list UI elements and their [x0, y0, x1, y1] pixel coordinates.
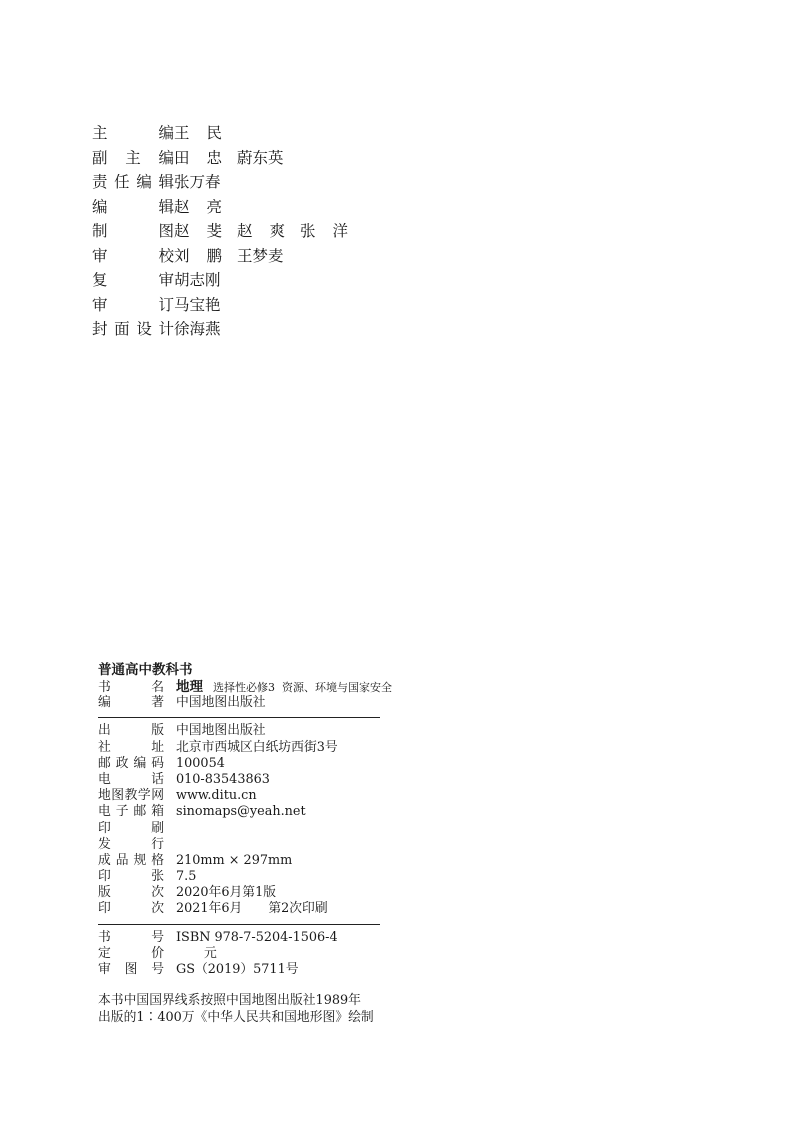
sheets-row: [98, 869, 380, 885]
label-char: 赵: [174, 197, 190, 216]
staff-role: [92, 121, 174, 143]
label-char: 版: [151, 723, 164, 739]
label-char: 次: [151, 901, 164, 917]
address-label: [98, 740, 164, 756]
print-label: [98, 821, 164, 837]
label-char: 规: [133, 852, 147, 868]
label-char: 号: [151, 929, 164, 945]
label-char: 审: [92, 295, 108, 314]
edition-row: [98, 885, 380, 901]
label-char: 赵: [237, 222, 253, 241]
book-name-label: [98, 680, 164, 696]
email-row: [98, 804, 380, 820]
label-char: 书: [98, 929, 111, 945]
label-char: 定: [98, 945, 111, 961]
email-value[interactable]: sinomaps@yeah.net: [176, 804, 306, 820]
staff-row: [92, 218, 363, 243]
label-char: 格: [151, 852, 164, 868]
label-char: 洋: [332, 222, 348, 241]
distribute-label: [98, 837, 164, 853]
staff-role: [92, 317, 174, 339]
label-char: 刘: [174, 246, 190, 265]
label-char: 印: [98, 901, 111, 917]
staff-names: [174, 317, 237, 339]
publisher-value: 中国地图出版社: [176, 723, 266, 739]
isbn-row: [98, 930, 380, 946]
print-row: [98, 821, 380, 837]
impression-label: [98, 901, 164, 917]
label-char: 任: [114, 173, 130, 192]
label-char: 价: [151, 945, 164, 961]
editor-row: [98, 695, 380, 711]
staff-row: [92, 145, 363, 170]
staff-names: [174, 219, 363, 241]
label-char: 图: [111, 788, 125, 804]
impression-date: 2021年6月: [176, 901, 243, 917]
label-char: 网: [151, 788, 164, 804]
staff-row: [92, 316, 363, 341]
staff-name: [174, 244, 222, 266]
book-title: 地理: [176, 679, 203, 695]
label-char: 制: [92, 222, 108, 241]
label-char: 版: [98, 885, 111, 901]
size-label: [98, 853, 164, 869]
staff-name: 蔚东英: [237, 148, 284, 167]
divider: [98, 717, 380, 718]
staff-role: [92, 170, 174, 192]
label-char: 编: [158, 148, 174, 167]
label-char: 编: [136, 173, 152, 192]
label-char: 张: [151, 869, 164, 885]
size-value: 210mm × 297mm: [176, 852, 293, 868]
colophon: [98, 661, 392, 1026]
label-char: 审: [92, 246, 108, 265]
staff-row: [92, 194, 363, 219]
staff-name: 胡志刚: [174, 271, 221, 290]
staff-role: [92, 219, 174, 241]
label-char: 邮: [98, 755, 111, 771]
price-row: [98, 946, 380, 962]
label-char: 著: [151, 695, 164, 711]
label-char: 邮: [133, 804, 147, 820]
label-char: 校: [158, 246, 174, 265]
label-char: 品: [115, 852, 129, 868]
editor-label: [98, 695, 164, 711]
isbn-value: ISBN 978-7-5204-1506-4: [176, 929, 338, 945]
label-char: 田: [174, 148, 190, 167]
staff-role: [92, 293, 174, 315]
label-char: 码: [151, 755, 164, 771]
label-char: 书: [98, 680, 111, 695]
label-char: 刷: [151, 820, 164, 836]
label-char: 号: [151, 962, 164, 977]
label-char: 面: [114, 320, 130, 339]
label-char: 编: [98, 695, 111, 711]
label-char: 印: [98, 820, 111, 836]
label-char: 教: [124, 788, 138, 804]
staff-row: [92, 169, 363, 194]
label-char: 审: [98, 962, 111, 977]
label-char: 箱: [151, 804, 164, 820]
map-review-value: GS（2019）5711号: [176, 962, 299, 977]
label-char: 计: [158, 320, 174, 339]
label-char: 发: [98, 836, 111, 852]
staff-name: [174, 146, 222, 168]
label-char: 主: [125, 148, 141, 167]
staff-role: [92, 195, 174, 217]
label-char: 订: [158, 295, 174, 314]
label-char: 张: [300, 222, 316, 241]
staff-names: [174, 293, 237, 315]
staff-name: 王梦麦: [237, 246, 284, 265]
label-char: 民: [206, 124, 222, 143]
price-value: 元: [204, 945, 217, 961]
address-value: 北京市西城区白纸坊西街3号: [176, 739, 338, 755]
label-char: 子: [115, 804, 129, 820]
boundary-note-line-1: 本书中国国界线系按照中国地图出版社1989年: [98, 993, 361, 1009]
label-char: 亮: [206, 197, 222, 216]
phone-label: [98, 772, 164, 788]
staff-names: [174, 195, 237, 217]
label-char: 编: [133, 755, 147, 771]
label-char: 出: [98, 723, 111, 739]
staff-role: [92, 244, 174, 266]
staff-names: [174, 146, 300, 168]
label-char: 爽: [269, 222, 285, 241]
divider: [98, 924, 380, 925]
isbn-label: [98, 930, 164, 946]
staff-names: [174, 170, 237, 192]
staff-row: [92, 267, 363, 292]
label-char: 辑: [158, 197, 174, 216]
edition-label: [98, 885, 164, 901]
price-label: [98, 946, 164, 962]
series-title: 普通高中教科书: [98, 662, 193, 678]
book-subtitle: 选择性必修3: [213, 681, 275, 694]
staff-role: [92, 146, 174, 168]
staff-name: [237, 219, 285, 241]
label-char: 成: [98, 852, 111, 868]
label-char: 社: [98, 739, 111, 755]
label-char: 编: [158, 124, 174, 143]
staff-row: [92, 292, 363, 317]
phone-value: 010-83543863: [176, 771, 270, 787]
label-char: 电: [98, 804, 111, 820]
sheets-value: 7.5: [176, 869, 197, 885]
distribute-row: [98, 837, 380, 853]
map-review-row: [98, 962, 380, 978]
staff-name: [174, 195, 222, 217]
staff-name: [300, 219, 348, 241]
label-char: 王: [174, 124, 190, 143]
label-char: 地: [98, 788, 111, 804]
label-char: 图: [124, 962, 138, 977]
label-char: 名: [151, 680, 164, 695]
address-row: [98, 740, 380, 756]
staff-name: 马宝艳: [174, 295, 221, 314]
website-label: [98, 788, 164, 804]
phone-row: [98, 772, 380, 788]
staff-name: [174, 121, 222, 143]
size-row: [98, 853, 380, 869]
label-char: 责: [92, 173, 108, 192]
editor-value: 中国地图出版社: [176, 695, 266, 711]
staff-name: 徐海燕: [174, 320, 221, 339]
postcode-label: [98, 756, 164, 772]
website-row: [98, 788, 380, 804]
website-value[interactable]: www.ditu.cn: [176, 788, 257, 804]
book-subtitle-topic: 资源、环境与国家安全: [282, 681, 392, 694]
publisher-label: [98, 723, 164, 739]
label-char: 图: [158, 222, 174, 241]
staff-names: [174, 244, 300, 266]
label-char: 辑: [158, 173, 174, 192]
label-char: 设: [136, 320, 152, 339]
label-char: 编: [92, 197, 108, 216]
postcode-row: [98, 756, 380, 772]
label-char: 话: [151, 771, 164, 787]
staff-row: [92, 243, 363, 268]
label-char: 主: [92, 124, 108, 143]
label-char: 复: [92, 271, 108, 290]
label-char: 行: [151, 836, 164, 852]
label-char: 址: [151, 739, 164, 755]
label-char: 审: [158, 271, 174, 290]
staff-credits: [92, 120, 363, 341]
map-review-label: [98, 962, 164, 978]
label-char: 学: [137, 788, 151, 804]
label-char: 政: [115, 755, 129, 771]
label-char: 鹏: [206, 246, 222, 265]
edition-value: 2020年6月第1版: [176, 885, 277, 901]
staff-names: [174, 268, 237, 290]
book-name-row: [98, 679, 392, 695]
postcode-value: 100054: [176, 755, 225, 771]
staff-row: [92, 120, 363, 145]
label-char: 忠: [206, 148, 222, 167]
email-label: [98, 804, 164, 820]
sheets-label: [98, 869, 164, 885]
impression-row: [98, 901, 380, 917]
label-char: 赵: [174, 222, 190, 241]
label-char: 斐: [206, 222, 222, 241]
staff-names: [174, 121, 237, 143]
staff-role: [92, 268, 174, 290]
boundary-note-line-2: 出版的1∶400万《中华人民共和国地形图》绘制: [98, 1010, 374, 1026]
label-char: 封: [92, 320, 108, 339]
label-char: 电: [98, 771, 111, 787]
staff-name: 张万春: [174, 173, 221, 192]
impression-times: 第2次印刷: [268, 901, 328, 917]
staff-name: [174, 219, 222, 241]
publisher-row: [98, 723, 380, 739]
label-char: 副: [92, 148, 108, 167]
boundary-note: [98, 992, 380, 1026]
label-char: 次: [151, 885, 164, 901]
label-char: 印: [98, 869, 111, 885]
